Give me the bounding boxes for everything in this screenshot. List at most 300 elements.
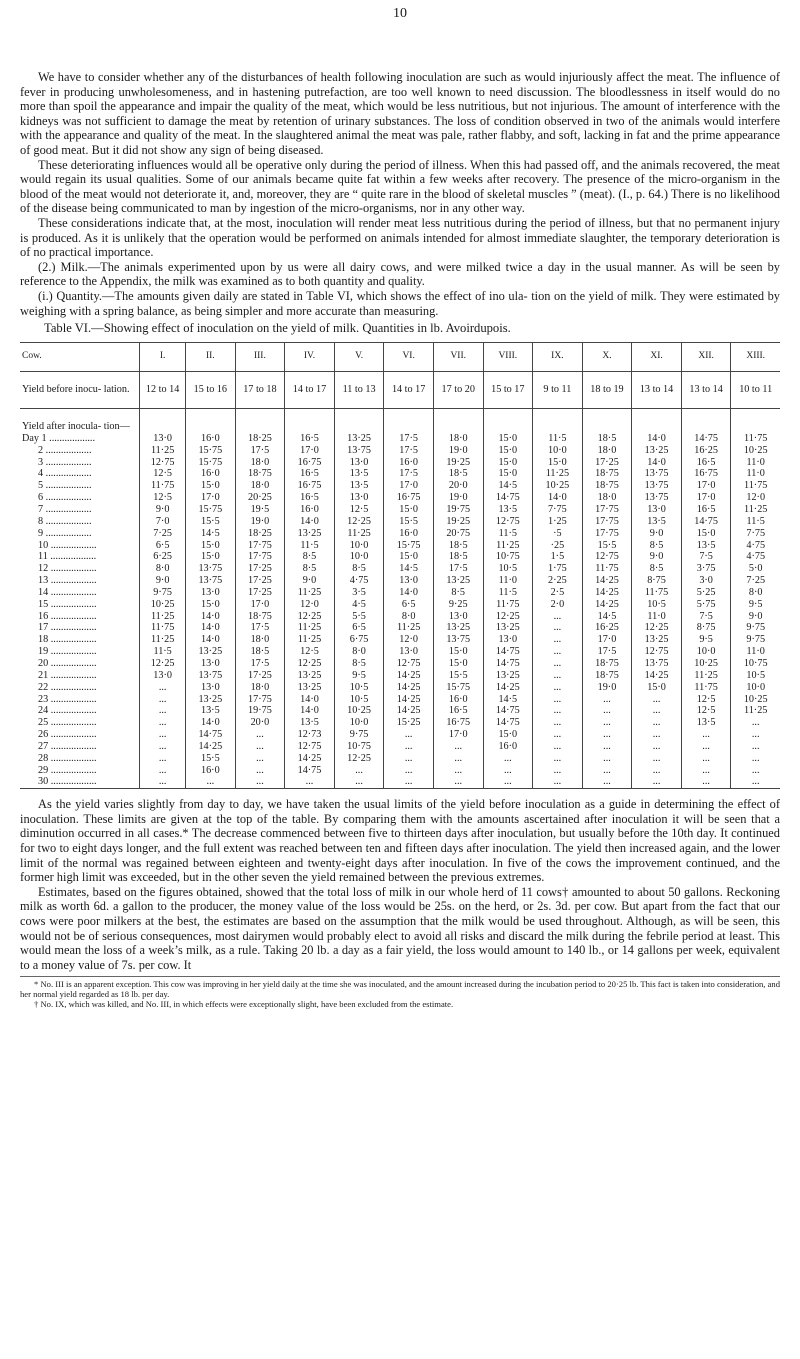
yield-cell: 15·5 bbox=[582, 540, 632, 552]
yield-cell: 16·0 bbox=[384, 457, 434, 469]
spacer-cell bbox=[632, 409, 682, 422]
yield-cell: 18·5 bbox=[235, 646, 285, 658]
yield-cell: ... bbox=[731, 717, 780, 729]
yield-cell: ·5 bbox=[533, 528, 583, 540]
yield-cell: 10·25 bbox=[731, 445, 780, 457]
yield-cell: 13·0 bbox=[384, 575, 434, 587]
yield-cell: 11·25 bbox=[533, 468, 583, 480]
yield-cell: 17·25 bbox=[582, 457, 632, 469]
yield-before-cell: 9 to 11 bbox=[533, 372, 583, 409]
yield-cell: 4·75 bbox=[731, 551, 780, 563]
table-row bbox=[20, 457, 780, 469]
yield-cell: 14·75 bbox=[681, 433, 731, 445]
yield-cell: 8·0 bbox=[731, 587, 780, 599]
yield-cell: 18·75 bbox=[235, 611, 285, 623]
empty-cell bbox=[632, 421, 682, 433]
yield-cell: 9·75 bbox=[140, 587, 186, 599]
yield-cell: 13·75 bbox=[433, 634, 483, 646]
yield-cell: ... bbox=[582, 776, 632, 788]
yield-cell: 13·25 bbox=[285, 682, 335, 694]
yield-cell: 11·25 bbox=[731, 705, 780, 717]
yield-cell: 18·75 bbox=[582, 468, 632, 480]
paragraph: (i.) Quantity.—The amounts given daily are stated in Table VI, which shows the effect of ino ula- tion on the yield of milk. They were estimated by weighing with a spring balance, as being simpler and more accurate than measuring. bbox=[20, 288, 780, 318]
yield-cell: 15·75 bbox=[186, 504, 236, 516]
yield-cell: 14·25 bbox=[384, 705, 434, 717]
yield-cell: 14·0 bbox=[632, 433, 682, 445]
yield-cell: 13·25 bbox=[483, 670, 533, 682]
yield-cell: 12·75 bbox=[384, 658, 434, 670]
yield-cell: 11·75 bbox=[140, 480, 186, 492]
yield-cell: 15·0 bbox=[186, 480, 236, 492]
yield-cell: ... bbox=[140, 705, 186, 717]
yield-cell: 15·0 bbox=[483, 433, 533, 445]
paragraph: We have to consider whether any of the disturbances of health following inoculation are such as would injuriously affect the meat. The influence of fever in producing unwholesomeness, and in hastening putrefaction, are too well known to need discussion. The bloodlessness in itself would do no more than spoil the appearance and impair the quality of the meat, which would be less nutritious, but not injurious. The amount of interference with the kidneys was not sufficient to damage the meat by retention of urinary substances. The loss of condition observed in two of the animals would interfere with the appearance and quality of the meat. In the slaughtered animal the meat was pale, rather flabby, and soft, lacking in fat and the prime appearance of good meat. But it did not show any sign of being diseased. bbox=[20, 70, 780, 157]
yield-cell: 7·75 bbox=[731, 528, 780, 540]
yield-cell: 8·5 bbox=[334, 658, 384, 670]
yield-cell: 8·75 bbox=[632, 575, 682, 587]
yield-cell: 9·0 bbox=[140, 575, 186, 587]
yield-cell: 15·0 bbox=[433, 658, 483, 670]
yield-cell: ... bbox=[632, 776, 682, 788]
milk-yield-table bbox=[20, 342, 780, 789]
spacer-cell bbox=[334, 409, 384, 422]
yield-cell: ... bbox=[533, 765, 583, 777]
yield-cell: 10·0 bbox=[533, 445, 583, 457]
yield-cell: 19·0 bbox=[582, 682, 632, 694]
yield-cell: ... bbox=[533, 634, 583, 646]
yield-cell: 12·25 bbox=[632, 622, 682, 634]
yield-cell: ... bbox=[483, 753, 533, 765]
yield-cell: 11·5 bbox=[483, 528, 533, 540]
yield-cell: 9·0 bbox=[632, 528, 682, 540]
table-row bbox=[20, 587, 780, 599]
yield-cell: 16·75 bbox=[433, 717, 483, 729]
yield-cell: 11·75 bbox=[632, 587, 682, 599]
yield-cell: 11·25 bbox=[140, 445, 186, 457]
column-header-cow-12: XII. bbox=[681, 343, 731, 372]
yield-cell: 9·75 bbox=[731, 622, 780, 634]
yield-cell: 15·0 bbox=[483, 457, 533, 469]
yield-cell: 15·75 bbox=[186, 445, 236, 457]
yield-cell: 10·5 bbox=[731, 670, 780, 682]
yield-cell: 20·75 bbox=[433, 528, 483, 540]
yield-cell: ... bbox=[533, 741, 583, 753]
yield-cell: 14·75 bbox=[483, 658, 533, 670]
yield-cell: 9·75 bbox=[334, 729, 384, 741]
empty-cell bbox=[681, 421, 731, 433]
table-header-row bbox=[20, 343, 780, 372]
yield-cell: 16·5 bbox=[285, 468, 335, 480]
yield-cell: 13·25 bbox=[334, 433, 384, 445]
yield-cell: 7·5 bbox=[681, 611, 731, 623]
document-page bbox=[20, 0, 780, 1009]
table-row bbox=[20, 516, 780, 528]
yield-cell: ... bbox=[433, 741, 483, 753]
yield-cell: ... bbox=[186, 776, 236, 788]
yield-cell: 15·0 bbox=[384, 504, 434, 516]
yield-cell: 11·25 bbox=[285, 622, 335, 634]
yield-cell: 11·25 bbox=[681, 670, 731, 682]
yield-cell: 14·75 bbox=[186, 729, 236, 741]
yield-before-cell: 11 to 13 bbox=[334, 372, 384, 409]
day-label: 19 .................. bbox=[38, 646, 97, 658]
spacer-cell bbox=[731, 409, 780, 422]
yield-cell: 18·0 bbox=[235, 457, 285, 469]
yield-cell: 9·5 bbox=[681, 634, 731, 646]
empty-cell bbox=[285, 421, 335, 433]
yield-cell: 11·0 bbox=[731, 468, 780, 480]
empty-cell bbox=[235, 421, 285, 433]
yield-cell: 13·0 bbox=[334, 492, 384, 504]
yield-cell: 4·75 bbox=[731, 540, 780, 552]
yield-cell: 13·5 bbox=[334, 468, 384, 480]
yield-cell: ... bbox=[285, 776, 335, 788]
paragraph: Estimates, based on the figures obtained, showed that the total loss of milk in our whole herd of 11 cows† amounted to about 50 gallons. Reckoning milk as worth 6d. a gallon to the producer, the money value of the loss would be 25s. on the herd, or 2s. 3d. per cow. But apart from the fact that our cows were poor milkers at the best, the estimates are based on the assumption that the milk would be used throughout. Although, as will be seen, this would not be of serious consequences, most dairymen would probably elect to avoid all risks and discard the milk during the febrile period at least. This would mean the loss of a week’s milk, as a rule. Taking 20 lb. a day as a fair yield, the loss would amount to 140 lb., or 14 gallons per week, equivalent to a money value of 7s. per cow. It bbox=[20, 884, 780, 972]
yield-cell: ... bbox=[384, 729, 434, 741]
yield-cell: 12·73 bbox=[285, 729, 335, 741]
yield-cell: 12·75 bbox=[483, 516, 533, 528]
yield-cell: 12·5 bbox=[334, 504, 384, 516]
yield-cell: 18·0 bbox=[235, 682, 285, 694]
yield-cell: 10·25 bbox=[533, 480, 583, 492]
spacer-cell bbox=[681, 409, 731, 422]
yield-cell: 1·25 bbox=[533, 516, 583, 528]
yield-cell: 10·5 bbox=[334, 682, 384, 694]
yield-cell: 10·75 bbox=[334, 741, 384, 753]
table-row bbox=[20, 575, 780, 587]
yield-cell: 19·25 bbox=[433, 516, 483, 528]
table-row bbox=[20, 563, 780, 575]
yield-cell: 13·0 bbox=[334, 457, 384, 469]
yield-cell: ... bbox=[384, 741, 434, 753]
yield-cell: 10·25 bbox=[334, 705, 384, 717]
yield-cell: ... bbox=[235, 741, 285, 753]
yield-cell: 13·0 bbox=[433, 611, 483, 623]
yield-cell: 13·5 bbox=[334, 480, 384, 492]
day-label: 5 .................. bbox=[38, 480, 92, 492]
yield-cell: 9·0 bbox=[285, 575, 335, 587]
day-label: 11 .................. bbox=[38, 551, 97, 563]
yield-cell: 18·75 bbox=[235, 468, 285, 480]
yield-cell: 11·5 bbox=[140, 646, 186, 658]
yield-cell: 19·75 bbox=[433, 504, 483, 516]
yield-cell: 12·75 bbox=[140, 457, 186, 469]
yield-cell: 17·0 bbox=[186, 492, 236, 504]
yield-cell: 19·0 bbox=[433, 492, 483, 504]
yield-cell: ... bbox=[140, 694, 186, 706]
yield-cell: 11·25 bbox=[334, 528, 384, 540]
yield-cell: 8·5 bbox=[632, 563, 682, 575]
yield-cell: ... bbox=[533, 646, 583, 658]
yield-cell: 19·25 bbox=[433, 457, 483, 469]
yield-cell: 8·5 bbox=[433, 587, 483, 599]
yield-cell: 14·25 bbox=[384, 670, 434, 682]
yield-cell: 16·25 bbox=[582, 622, 632, 634]
yield-cell: 17·0 bbox=[285, 445, 335, 457]
yield-cell: 14·0 bbox=[285, 705, 335, 717]
table-row bbox=[20, 468, 780, 480]
yield-cell: 17·75 bbox=[235, 694, 285, 706]
yield-cell: 12·0 bbox=[384, 634, 434, 646]
yield-cell: 17·5 bbox=[235, 658, 285, 670]
table-row bbox=[20, 622, 780, 634]
yield-cell: 7·75 bbox=[533, 504, 583, 516]
yield-cell: 13·75 bbox=[632, 480, 682, 492]
table-row bbox=[20, 705, 780, 717]
yield-cell: 11·5 bbox=[483, 587, 533, 599]
yield-cell: 14·25 bbox=[582, 599, 632, 611]
footnote: * No. III is an apparent exception. This cow was improving in her yield daily at the time she was inoculated, and the amount increased during the incubation period to 20·25 lb. This fact is taken into consideration, and her normal yield regarded as 18 lb. per day. bbox=[20, 976, 780, 999]
yield-cell: ... bbox=[533, 776, 583, 788]
yield-cell: 8·0 bbox=[140, 563, 186, 575]
day-label: 27 .................. bbox=[38, 740, 97, 752]
yield-cell: 16·0 bbox=[186, 468, 236, 480]
yield-cell: 11·0 bbox=[731, 646, 780, 658]
empty-cell bbox=[433, 421, 483, 433]
yield-cell: 14·5 bbox=[384, 563, 434, 575]
yield-cell: 14·75 bbox=[483, 717, 533, 729]
yield-cell: 9·0 bbox=[731, 611, 780, 623]
column-header-cow: Cow. bbox=[20, 343, 140, 372]
yield-cell: 11·75 bbox=[140, 622, 186, 634]
yield-cell: 8·5 bbox=[285, 551, 335, 563]
yield-cell: 12·0 bbox=[285, 599, 335, 611]
yield-cell: 6·5 bbox=[140, 540, 186, 552]
yield-cell: 9·75 bbox=[731, 634, 780, 646]
paragraph: These deteriorating influences would all be operative only during the period of illness. When this had passed off, and the animals recovered, the meat would regain its usual qualities. Some of our animals became quite fat within a few weeks after recovery. The presence of the micro-organism in the blood of the meat would not deteriorate it, and, moreover, they are “ quite rare in the blood of skeletal muscles ” (meat). (I., p. 64.) There is no likelihood of the disease being communicated to man by ingestion of the micro-organisms, nor in any other way. bbox=[20, 157, 780, 216]
yield-cell: ... bbox=[433, 753, 483, 765]
yield-cell: 18·0 bbox=[235, 634, 285, 646]
yield-cell: 11·75 bbox=[582, 563, 632, 575]
yield-cell: 15·5 bbox=[433, 670, 483, 682]
yield-cell: 13·75 bbox=[334, 445, 384, 457]
yield-cell: 14·25 bbox=[582, 575, 632, 587]
yield-cell: 4·5 bbox=[334, 599, 384, 611]
yield-cell: 20·0 bbox=[433, 480, 483, 492]
yield-cell: ... bbox=[533, 694, 583, 706]
day-label: 10 .................. bbox=[38, 539, 97, 551]
spacer-cell bbox=[433, 409, 483, 422]
yield-cell: 14·25 bbox=[483, 682, 533, 694]
yield-cell: 13·25 bbox=[285, 670, 335, 682]
yield-before-row bbox=[20, 372, 780, 409]
day-label: 20 .................. bbox=[38, 657, 97, 669]
yield-cell: 13·0 bbox=[186, 658, 236, 670]
empty-cell bbox=[731, 421, 780, 433]
yield-cell: 19·75 bbox=[235, 705, 285, 717]
yield-cell: 16·0 bbox=[186, 765, 236, 777]
yield-cell: ... bbox=[632, 741, 682, 753]
yield-cell: 11·75 bbox=[483, 599, 533, 611]
empty-cell bbox=[334, 421, 384, 433]
footnote: † No. IX, which was killed, and No. III, in which effects were exceptionally slight, have been excluded from the estimate. bbox=[34, 999, 454, 1010]
yield-cell: 10·25 bbox=[731, 694, 780, 706]
day-label: 4 .................. bbox=[38, 468, 92, 480]
day-label: 25 .................. bbox=[38, 717, 97, 729]
yield-cell: 4·75 bbox=[334, 575, 384, 587]
table-row bbox=[20, 504, 780, 516]
column-header-cow-13: XIII. bbox=[731, 343, 780, 372]
spacer-cell bbox=[20, 409, 140, 422]
yield-cell: 14·0 bbox=[533, 492, 583, 504]
yield-cell: 13·75 bbox=[186, 563, 236, 575]
yield-cell: 18·0 bbox=[433, 433, 483, 445]
day-label: 17 .................. bbox=[38, 622, 97, 634]
yield-cell: ... bbox=[533, 658, 583, 670]
spacer-cell bbox=[186, 409, 236, 422]
yield-cell: 14·75 bbox=[681, 516, 731, 528]
table-row bbox=[20, 694, 780, 706]
yield-cell: 14·0 bbox=[186, 611, 236, 623]
yield-cell: ... bbox=[433, 776, 483, 788]
yield-cell: 14·0 bbox=[285, 694, 335, 706]
yield-cell: ... bbox=[582, 717, 632, 729]
yield-cell: 13·25 bbox=[433, 622, 483, 634]
day-label: 6 .................. bbox=[38, 492, 92, 504]
column-header-cow-9: IX. bbox=[533, 343, 583, 372]
yield-cell: 2·25 bbox=[533, 575, 583, 587]
yield-cell: 16·5 bbox=[681, 457, 731, 469]
yield-cell: ... bbox=[533, 670, 583, 682]
yield-before-cell: 18 to 19 bbox=[582, 372, 632, 409]
yield-cell: 16·0 bbox=[285, 504, 335, 516]
yield-cell: 17·5 bbox=[433, 563, 483, 575]
yield-cell: 9·25 bbox=[433, 599, 483, 611]
yield-cell: 13·0 bbox=[140, 433, 186, 445]
yield-cell: 13·25 bbox=[483, 622, 533, 634]
yield-cell: 10·5 bbox=[483, 563, 533, 575]
yield-cell: 18·75 bbox=[582, 480, 632, 492]
yield-cell: ... bbox=[632, 717, 682, 729]
table-row bbox=[20, 611, 780, 623]
table-row bbox=[20, 540, 780, 552]
day-label: 9 .................. bbox=[38, 527, 92, 539]
yield-cell: 14·75 bbox=[483, 492, 533, 504]
yield-cell: 3·5 bbox=[334, 587, 384, 599]
spacer-cell bbox=[285, 409, 335, 422]
yield-cell: 15·5 bbox=[186, 753, 236, 765]
column-header-cow-5: V. bbox=[334, 343, 384, 372]
yield-cell: 14·75 bbox=[483, 705, 533, 717]
yield-cell: 1·75 bbox=[533, 563, 583, 575]
yield-cell: 11·0 bbox=[731, 457, 780, 469]
yield-cell: ... bbox=[140, 729, 186, 741]
spacer-cell bbox=[140, 409, 186, 422]
yield-cell: 15·0 bbox=[483, 468, 533, 480]
yield-cell: 14·5 bbox=[483, 694, 533, 706]
yield-cell: 15·0 bbox=[433, 646, 483, 658]
yield-cell: 16·0 bbox=[483, 741, 533, 753]
yield-cell: 11·25 bbox=[285, 634, 335, 646]
yield-cell: ... bbox=[384, 776, 434, 788]
yield-cell: ... bbox=[235, 776, 285, 788]
table-row bbox=[20, 682, 780, 694]
yield-cell: 17·5 bbox=[235, 445, 285, 457]
table-row bbox=[20, 670, 780, 682]
day-label: 29 .................. bbox=[38, 764, 97, 776]
day-label: 16 .................. bbox=[38, 610, 97, 622]
yield-before-cell: 17 to 20 bbox=[433, 372, 483, 409]
yield-cell: 9·5 bbox=[731, 599, 780, 611]
yield-cell: ... bbox=[384, 765, 434, 777]
yield-before-cell: 13 to 14 bbox=[681, 372, 731, 409]
yield-cell: 15·0 bbox=[483, 729, 533, 741]
yield-cell: ... bbox=[632, 765, 682, 777]
yield-cell: 2·5 bbox=[533, 587, 583, 599]
yield-cell: 16·75 bbox=[681, 468, 731, 480]
spacer-cell bbox=[533, 409, 583, 422]
yield-cell: 13·5 bbox=[632, 516, 682, 528]
yield-cell: 17·0 bbox=[681, 480, 731, 492]
yield-cell: 15·0 bbox=[681, 528, 731, 540]
day-label: 18 .................. bbox=[38, 634, 97, 646]
yield-cell: 12·5 bbox=[681, 705, 731, 717]
yield-cell: ... bbox=[533, 753, 583, 765]
yield-cell: ... bbox=[731, 741, 780, 753]
yield-cell: 17·75 bbox=[235, 551, 285, 563]
day-label: 23 .................. bbox=[38, 693, 97, 705]
page-number: 10 bbox=[393, 6, 407, 21]
yield-cell: 11·0 bbox=[632, 611, 682, 623]
yield-cell: 13·0 bbox=[483, 634, 533, 646]
day-label: 3 .................. bbox=[38, 456, 92, 468]
yield-cell: 10·5 bbox=[334, 694, 384, 706]
yield-cell: 5·75 bbox=[681, 599, 731, 611]
yield-cell: 18·5 bbox=[433, 468, 483, 480]
yield-cell: ... bbox=[632, 694, 682, 706]
yield-cell: 3·0 bbox=[681, 575, 731, 587]
yield-cell: ·25 bbox=[533, 540, 583, 552]
table-row bbox=[20, 551, 780, 563]
yield-cell: 11·25 bbox=[140, 611, 186, 623]
yield-cell: 7·5 bbox=[681, 551, 731, 563]
yield-cell: 13·25 bbox=[186, 646, 236, 658]
day-label: 13 .................. bbox=[38, 575, 97, 587]
yield-cell: 11·25 bbox=[483, 540, 533, 552]
yield-cell: 12·25 bbox=[140, 658, 186, 670]
spacer-cell bbox=[483, 409, 533, 422]
yield-cell: 5·0 bbox=[731, 563, 780, 575]
yield-cell: ... bbox=[334, 776, 384, 788]
yield-cell: 11·0 bbox=[483, 575, 533, 587]
yield-cell: 8·5 bbox=[285, 563, 335, 575]
column-header-cow-6: VI. bbox=[384, 343, 434, 372]
yield-cell: ... bbox=[731, 776, 780, 788]
yield-cell: 13·25 bbox=[186, 694, 236, 706]
yield-cell: 11·5 bbox=[731, 516, 780, 528]
yield-cell: 14·0 bbox=[186, 634, 236, 646]
yield-cell: 12·75 bbox=[582, 551, 632, 563]
yield-cell: ... bbox=[483, 776, 533, 788]
yield-cell: 9·5 bbox=[334, 670, 384, 682]
day-label: 7 .................. bbox=[38, 504, 92, 515]
table-row bbox=[20, 729, 780, 741]
yield-cell: 12·25 bbox=[483, 611, 533, 623]
yield-cell: ... bbox=[533, 682, 583, 694]
yield-cell: 17·75 bbox=[582, 504, 632, 516]
yield-cell: 13·25 bbox=[632, 445, 682, 457]
yield-cell: 17·0 bbox=[433, 729, 483, 741]
paragraph: These considerations indicate that, at the most, inoculation will render meat less nutritious during the period of illness, but that no permanent injury is produced. As it is unlikely that the operation would be performed on animals intended for almost immediate slaughter, the temporary deterioration is of no practical importance. bbox=[20, 215, 780, 260]
table-body bbox=[20, 372, 780, 789]
yield-cell: 8·0 bbox=[384, 611, 434, 623]
spacer-row bbox=[20, 409, 780, 422]
yield-cell: 16·25 bbox=[681, 445, 731, 457]
yield-cell: 14·25 bbox=[285, 753, 335, 765]
yield-cell: 13·0 bbox=[140, 670, 186, 682]
yield-cell: 17·25 bbox=[235, 575, 285, 587]
table-row bbox=[20, 634, 780, 646]
